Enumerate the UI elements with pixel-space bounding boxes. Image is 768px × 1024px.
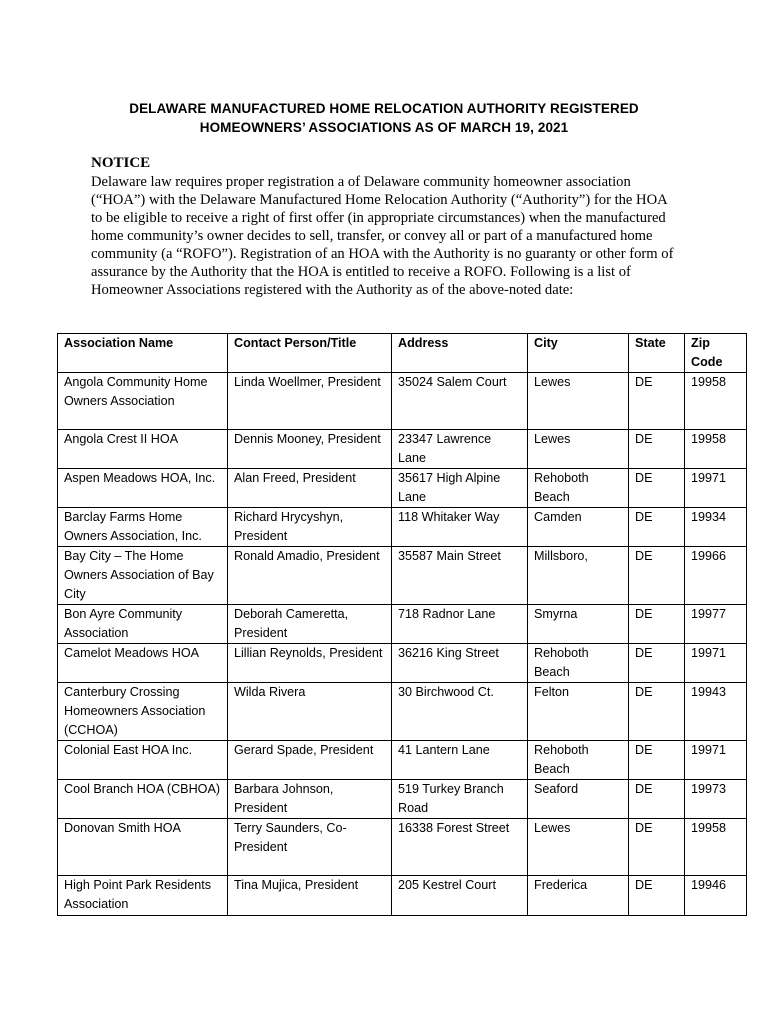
cell-address: 35617 High Alpine Lane <box>392 469 528 508</box>
cell-zip: 19966 <box>685 547 747 605</box>
cell-address: 718 Radnor Lane <box>392 605 528 644</box>
cell-zip: 19958 <box>685 819 747 876</box>
header-address: Address <box>392 334 528 373</box>
cell-address: 519 Turkey Branch Road <box>392 780 528 819</box>
cell-zip: 19971 <box>685 741 747 780</box>
cell-state: DE <box>629 819 685 876</box>
cell-association-name: Colonial East HOA Inc. <box>58 741 228 780</box>
cell-association-name: Bay City – The Home Owners Association of Bay City <box>58 547 228 605</box>
cell-state: DE <box>629 547 685 605</box>
header-contact-person-title: Contact Person/Title <box>228 334 392 373</box>
cell-state: DE <box>629 644 685 683</box>
cell-city: Lewes <box>528 430 629 469</box>
cell-zip: 19943 <box>685 683 747 741</box>
cell-city: Smyrna <box>528 605 629 644</box>
cell-state: DE <box>629 469 685 508</box>
notice-body: Delaware law requires proper registration a of Delaware community homeowner association (“HOA”) with the Delaware Manufactured Home Relocation Authority (“Authority”) for the HOA to be eligible to receive a right of first offer (in appropriate circumstances) when the manufactured home community’s owner decides to sell, transfer, or convey all or part of a manufactured home community (a “ROFO”). Registration of an HOA with the Authority is no guaranty or other form of assurance by the Authority that the HOA is entitled to receive a ROFO. Following is a list of Homeowner Associations registered with the Authority as of the above-noted date: <box>91 174 674 298</box>
cell-association-name: Donovan Smith HOA <box>58 819 228 876</box>
cell-association-name: Angola Community Home Owners Association <box>58 373 228 430</box>
cell-address: 35587 Main Street <box>392 547 528 605</box>
cell-association-name: High Point Park Residents Association <box>58 876 228 916</box>
cell-city: Camden <box>528 508 629 547</box>
cell-state: DE <box>629 430 685 469</box>
title-line-1: DELAWARE MANUFACTURED HOME RELOCATION AUTHORITY REGISTERED <box>129 101 639 116</box>
cell-association-name: Barclay Farms Home Owners Association, Inc. <box>58 508 228 547</box>
cell-state: DE <box>629 780 685 819</box>
table-row <box>58 469 747 508</box>
cell-association-name: Aspen Meadows HOA, Inc. <box>58 469 228 508</box>
cell-city: Lewes <box>528 819 629 876</box>
cell-city: Rehoboth Beach <box>528 741 629 780</box>
table-row <box>58 780 747 819</box>
header-state: State <box>629 334 685 373</box>
cell-contact: Tina Mujica, President <box>228 876 392 916</box>
cell-address: 35024 Salem Court <box>392 373 528 430</box>
cell-zip: 19977 <box>685 605 747 644</box>
hoa-registry-table <box>57 333 747 916</box>
cell-city: Frederica <box>528 876 629 916</box>
table-row <box>58 373 747 430</box>
cell-contact: Lillian Reynolds, President <box>228 644 392 683</box>
title-line-2: HOMEOWNERS’ ASSOCIATIONS AS OF MARCH 19, 2021 <box>199 120 569 135</box>
document-title <box>60 99 708 137</box>
cell-zip: 19934 <box>685 508 747 547</box>
table-row <box>58 605 747 644</box>
table-row <box>58 819 747 876</box>
notice-heading: NOTICE <box>91 155 151 171</box>
cell-association-name: Bon Ayre Community Association <box>58 605 228 644</box>
header-association-name: Association Name <box>58 334 228 373</box>
cell-address: 36216 King Street <box>392 644 528 683</box>
cell-zip: 19973 <box>685 780 747 819</box>
cell-state: DE <box>629 373 685 430</box>
cell-contact: Dennis Mooney, President <box>228 430 392 469</box>
cell-state: DE <box>629 605 685 644</box>
table-row <box>58 683 747 741</box>
cell-association-name: Canterbury Crossing Homeowners Association (CCHOA) <box>58 683 228 741</box>
table-row <box>58 508 747 547</box>
cell-contact: Deborah Cameretta, President <box>228 605 392 644</box>
cell-contact: Ronald Amadio, President <box>228 547 392 605</box>
cell-address: 118 Whitaker Way <box>392 508 528 547</box>
cell-address: 205 Kestrel Court <box>392 876 528 916</box>
table-row <box>58 876 747 916</box>
cell-state: DE <box>629 876 685 916</box>
cell-association-name: Camelot Meadows HOA <box>58 644 228 683</box>
cell-zip: 19946 <box>685 876 747 916</box>
cell-state: DE <box>629 683 685 741</box>
cell-contact: Gerard Spade, President <box>228 741 392 780</box>
table-header-row <box>58 334 747 373</box>
cell-zip: 19971 <box>685 469 747 508</box>
table-row <box>58 741 747 780</box>
cell-zip: 19958 <box>685 373 747 430</box>
cell-city: Felton <box>528 683 629 741</box>
cell-contact: Terry Saunders, Co-President <box>228 819 392 876</box>
cell-city: Seaford <box>528 780 629 819</box>
cell-contact: Alan Freed, President <box>228 469 392 508</box>
cell-association-name: Angola Crest II HOA <box>58 430 228 469</box>
table-row <box>58 644 747 683</box>
cell-address: 16338 Forest Street <box>392 819 528 876</box>
cell-state: DE <box>629 508 685 547</box>
cell-contact: Richard Hrycyshyn, President <box>228 508 392 547</box>
header-zip-code: Zip Code <box>685 334 747 373</box>
table-row <box>58 430 747 469</box>
cell-contact: Wilda Rivera <box>228 683 392 741</box>
cell-state: DE <box>629 741 685 780</box>
cell-zip: 19971 <box>685 644 747 683</box>
cell-city: Rehoboth Beach <box>528 469 629 508</box>
cell-zip: 19958 <box>685 430 747 469</box>
cell-address: 30 Birchwood Ct. <box>392 683 528 741</box>
header-city: City <box>528 334 629 373</box>
table-row <box>58 547 747 605</box>
cell-city: Lewes <box>528 373 629 430</box>
cell-address: 23347 Lawrence Lane <box>392 430 528 469</box>
cell-address: 41 Lantern Lane <box>392 741 528 780</box>
cell-contact: Linda Woellmer, President <box>228 373 392 430</box>
cell-association-name: Cool Branch HOA (CBHOA) <box>58 780 228 819</box>
cell-contact: Barbara Johnson, President <box>228 780 392 819</box>
cell-city: Millsboro, <box>528 547 629 605</box>
cell-city: Rehoboth Beach <box>528 644 629 683</box>
